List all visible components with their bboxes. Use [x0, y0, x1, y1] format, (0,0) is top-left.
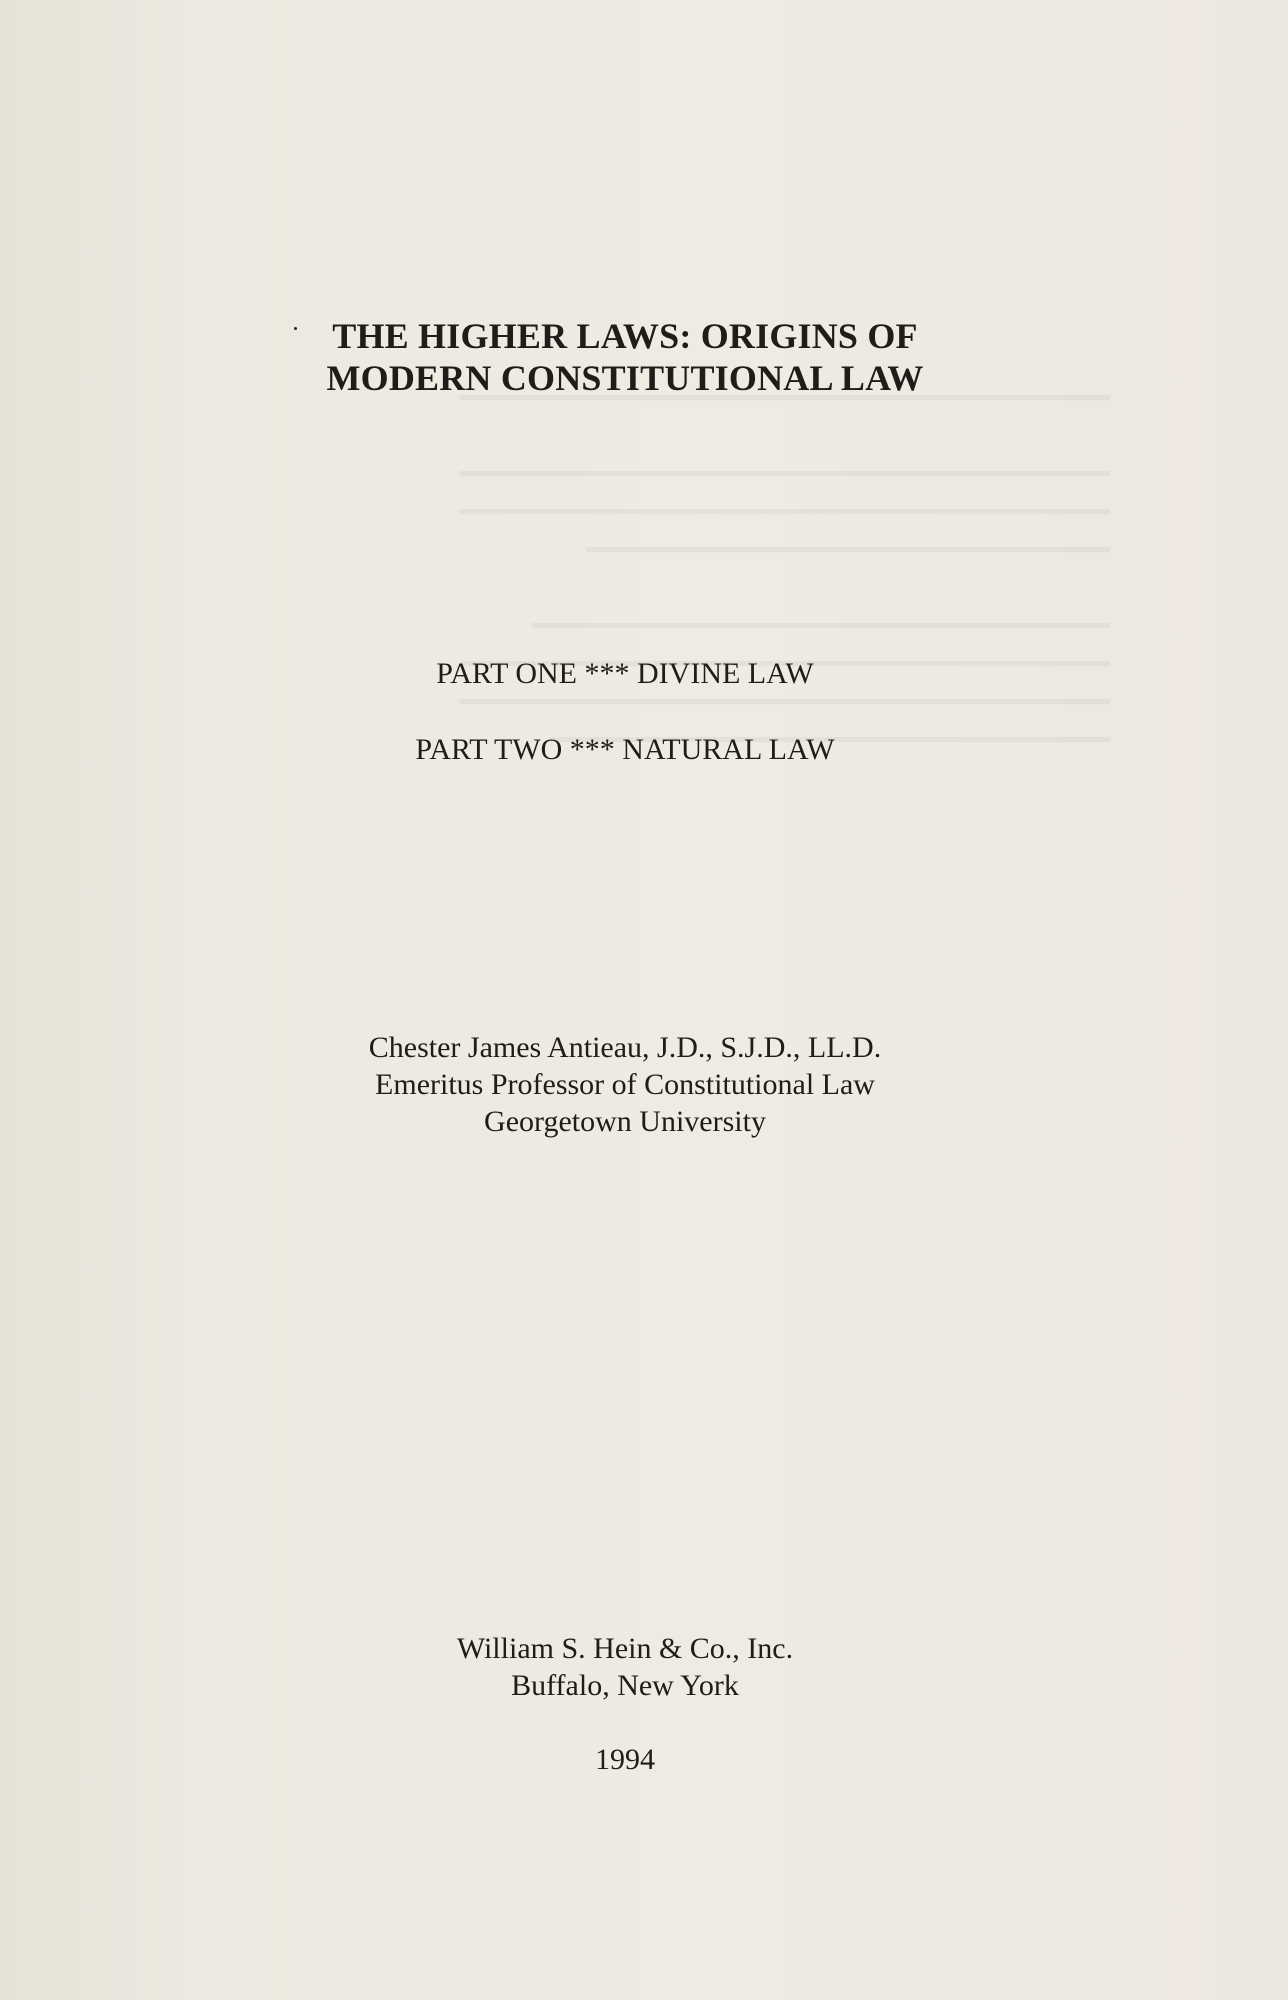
publisher-name: William S. Hein & Co., Inc.	[456, 1632, 794, 1665]
author-position: Emeritus Professor of Constitutional Law	[375, 1068, 875, 1101]
author-name: Chester James Antieau, J.D., S.J.D., LL.D.	[368, 1031, 882, 1064]
author-institution: Georgetown University	[484, 1105, 766, 1138]
part-two-label: PART TWO *** NATURAL LAW	[415, 733, 835, 766]
title-line-2: MODERN CONSTITUTIONAL LAW	[326, 358, 924, 398]
publisher-location: Buffalo, New York	[511, 1669, 739, 1702]
show-through-texture	[210, 380, 1110, 1400]
title-line-1: THE HIGHER LAWS: ORIGINS OF	[332, 316, 918, 356]
publisher-block	[0, 1630, 1250, 1704]
author-block	[0, 1029, 1250, 1140]
part-one-label: PART ONE *** DIVINE LAW	[436, 657, 814, 690]
publication-year: 1994	[595, 1743, 655, 1776]
book-title	[0, 315, 1250, 399]
